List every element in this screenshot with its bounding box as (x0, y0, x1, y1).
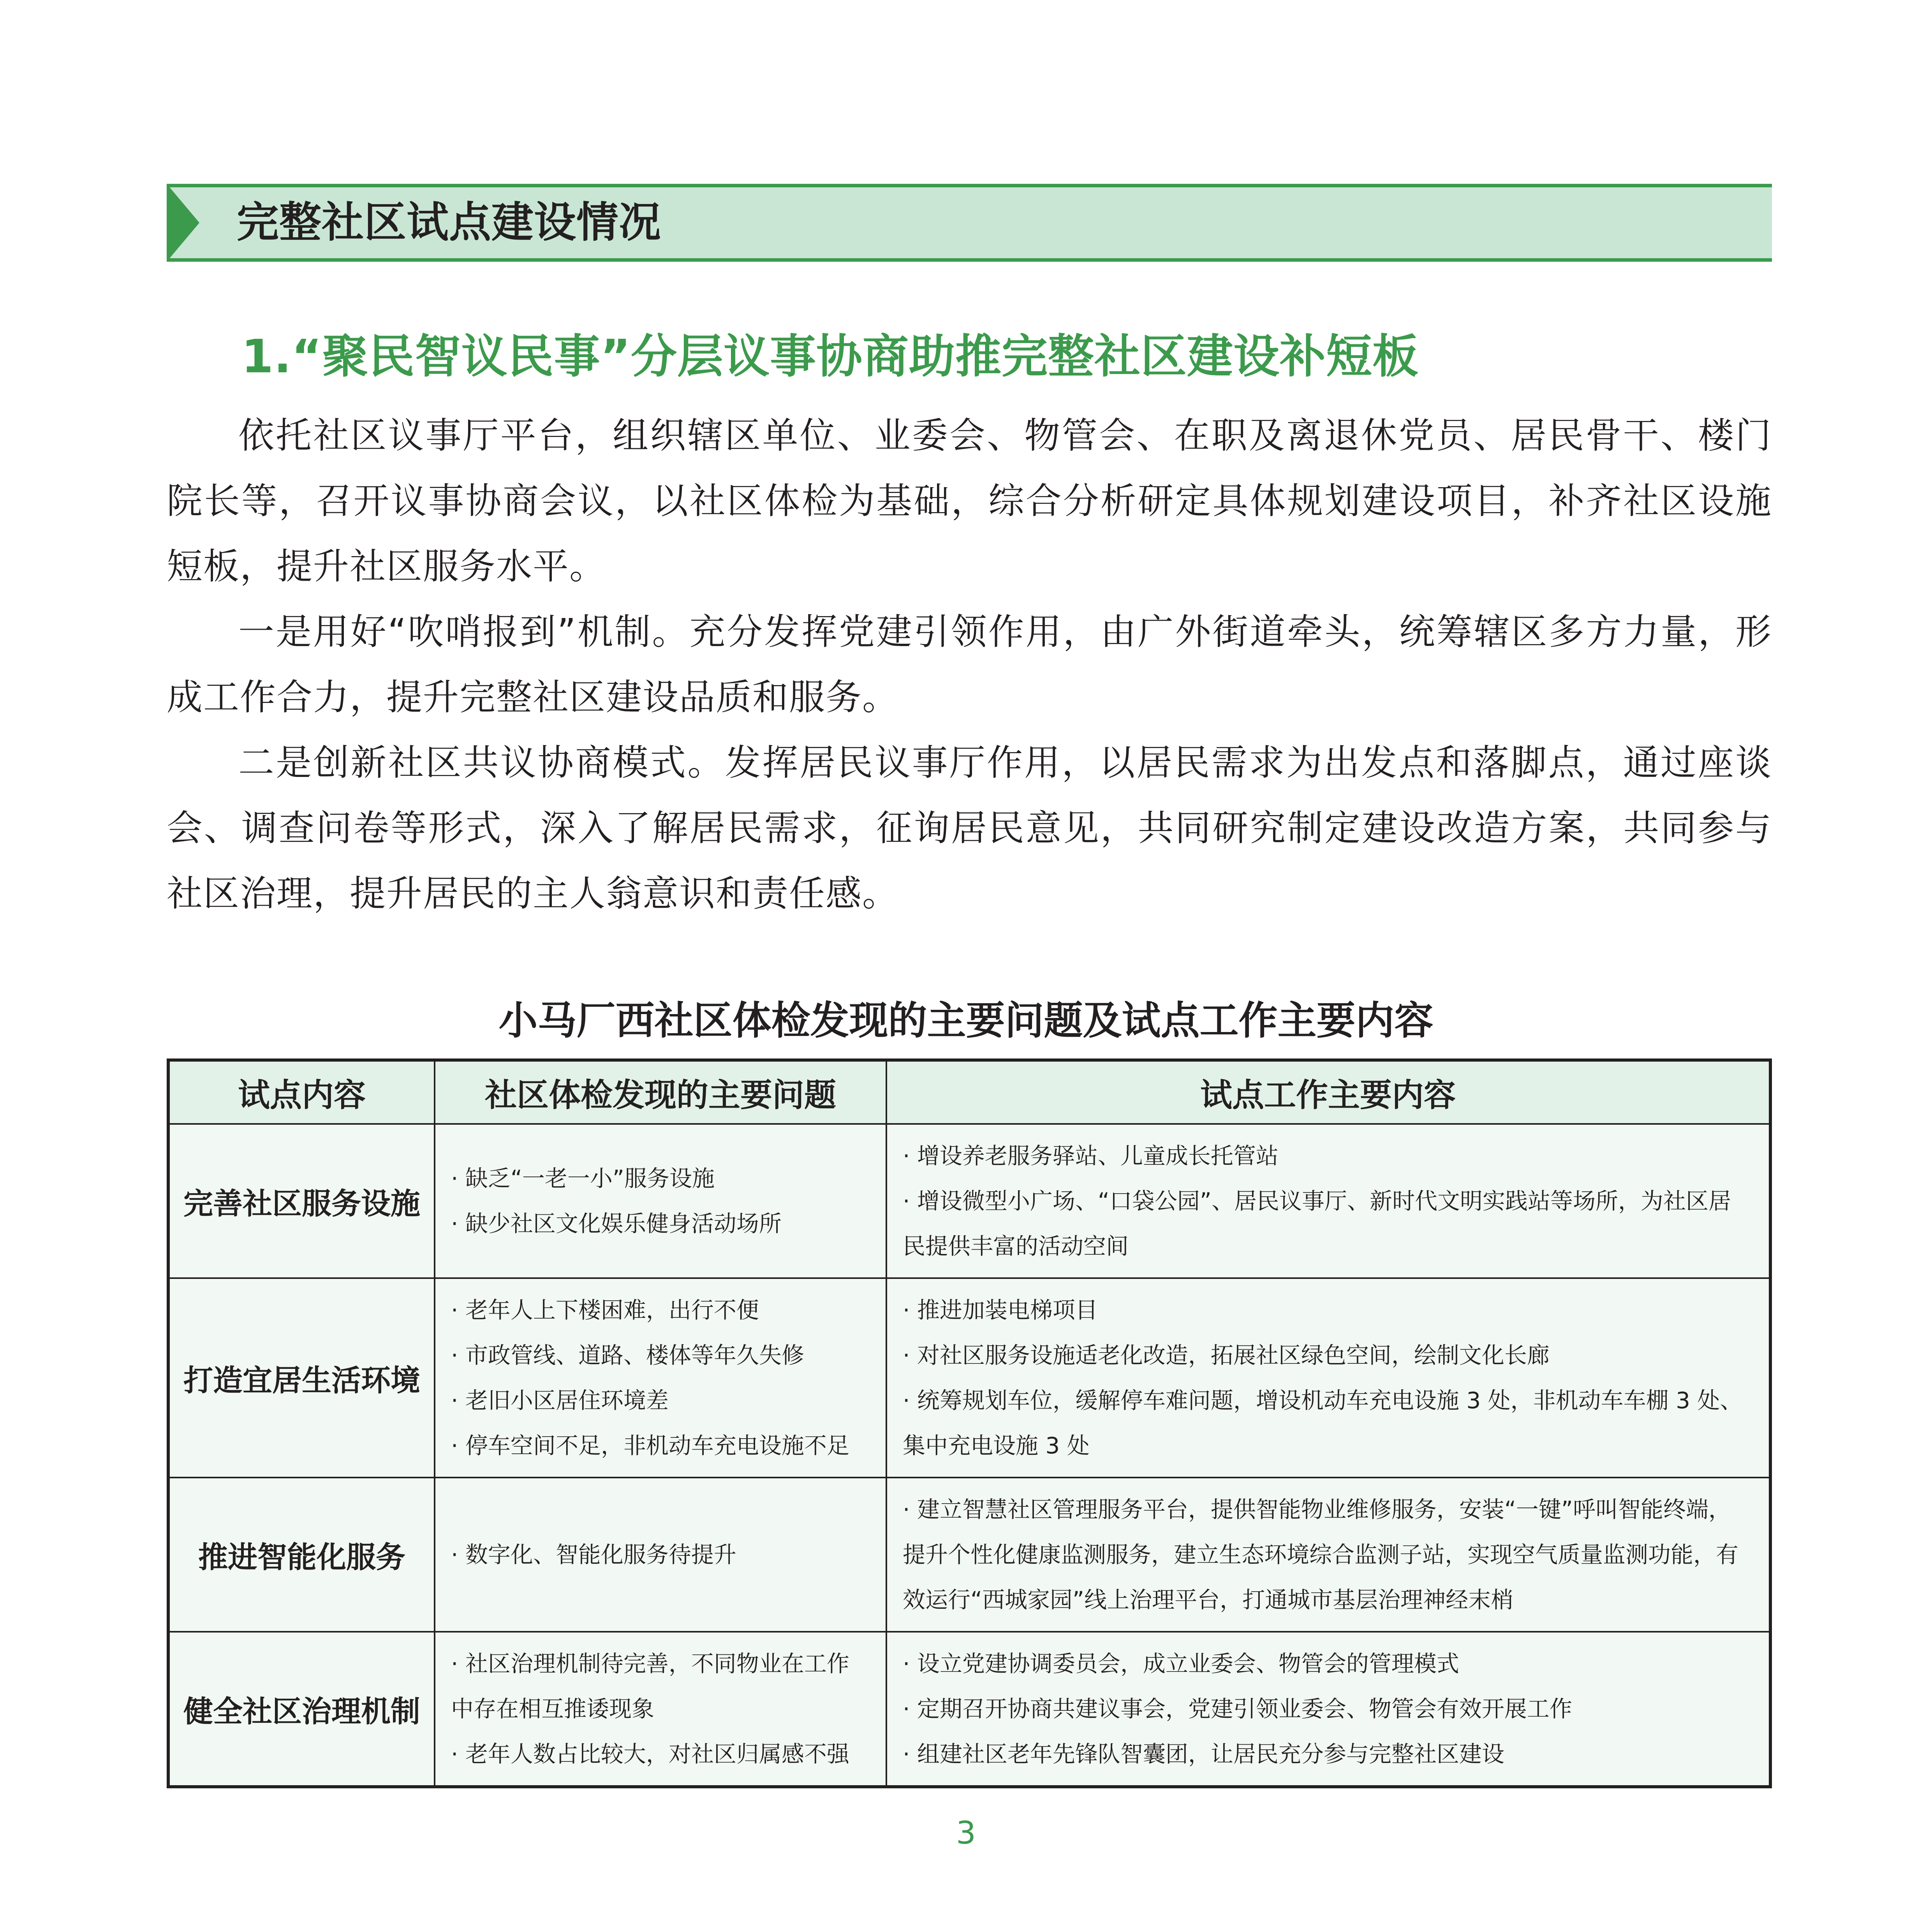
paragraph: 二是创新社区共议协商模式。发挥居民议事厅作用，以居民需求为出发点和落脚点，通过座谈会、调查问卷等形式，深入了解居民需求，征询居民意见，共同研究制定建设改造方案，共同参与社区治理，提升居民的主人翁意识和责任感。 (167, 742, 1772, 914)
tasks-cell (886, 1124, 1770, 1278)
problems-cell (435, 1632, 886, 1787)
list-item: · 老年人上下楼困难，出行不便 (451, 1287, 870, 1333)
column-header: 试点工作主要内容 (886, 1060, 1770, 1124)
category-cell: 推进智能化服务 (168, 1478, 435, 1632)
table-row (168, 1124, 1770, 1278)
body-text (167, 403, 1772, 926)
list-item: · 老年人数占比较大，对社区归属感不强 (451, 1731, 870, 1777)
tasks-cell (886, 1278, 1770, 1478)
list-item: · 老旧小区居住环境差 (451, 1378, 870, 1423)
list-item: · 统筹规划车位，缓解停车难问题，增设机动车充电设施 3 处，非机动车车棚 3 处、集中充电设施 3 处 (903, 1378, 1753, 1468)
pilot-table (167, 1058, 1772, 1788)
list-item: · 社区治理机制待完善，不同物业在工作中存在相互推诿现象 (451, 1641, 870, 1731)
list-item: · 建立智慧社区管理服务平台，提供智能物业维修服务，安装“一键”呼叫智能终端，提升个性化健康监测服务，建立生态环境综合监测子站，实现空气质量监测功能，有效运行“西城家园”线上治理平台，打通城市基层治理神经末梢 (903, 1487, 1753, 1622)
paragraph: 一是用好“吹哨报到”机制。充分发挥党建引领作用，由广外街道牵头，统筹辖区多方力量，形成工作合力，提升完整社区建设品质和服务。 (167, 611, 1772, 718)
table-row (168, 1632, 1770, 1787)
table-row (168, 1278, 1770, 1478)
column-header: 社区体检发现的主要问题 (435, 1060, 886, 1124)
category-cell: 打造宜居生活环境 (168, 1278, 435, 1478)
table-caption: 小马厂西社区体检发现的主要问题及试点工作主要内容 (498, 998, 1434, 1043)
list-item: · 推进加装电梯项目 (903, 1287, 1753, 1333)
column-header: 试点内容 (168, 1060, 435, 1124)
problems-cell (435, 1478, 886, 1632)
problems-cell (435, 1124, 886, 1278)
table-row (168, 1478, 1770, 1632)
list-item: · 停车空间不足，非机动车充电设施不足 (451, 1423, 870, 1468)
list-item: · 增设微型小广场、“口袋公园”、居民议事厅、新时代文明实践站等场所，为社区居民提供丰富的活动空间 (903, 1178, 1753, 1269)
table-header-row (168, 1060, 1770, 1124)
category-cell: 健全社区治理机制 (168, 1632, 435, 1787)
list-item: · 组建社区老年先锋队智囊团，让居民充分参与完整社区建设 (903, 1731, 1753, 1777)
list-item: · 增设养老服务驿站、儿童成长托管站 (903, 1133, 1753, 1178)
list-item: · 定期召开协商共建议事会，党建引领业委会、物管会有效开展工作 (903, 1686, 1753, 1731)
section-title: 完整社区试点建设情况 (237, 198, 662, 247)
category-cell: 完善社区服务设施 (168, 1124, 435, 1278)
paragraph: 依托社区议事厅平台，组织辖区单位、业委会、物管会、在职及离退休党员、居民骨干、楼门院长等，召开议事协商会议，以社区体检为基础，综合分析研定具体规划建设项目，补齐社区设施短板，提升社区服务水平。 (167, 415, 1772, 587)
sub-heading: 1.“聚民智议民事”分层议事协商助推完整社区建设补短板 (241, 329, 1419, 383)
list-item: · 数字化、智能化服务待提升 (451, 1532, 870, 1577)
list-item: · 设立党建协调委员会，成立业委会、物管会的管理模式 (903, 1641, 1753, 1686)
list-item: · 市政管线、道路、楼体等年久失修 (451, 1333, 870, 1378)
problems-cell (435, 1278, 886, 1478)
list-item: · 缺乏“一老一小”服务设施 (451, 1156, 870, 1201)
list-item: · 对社区服务设施适老化改造，拓展社区绿色空间，绘制文化长廊 (903, 1333, 1753, 1378)
triangle-arrow-icon (167, 184, 199, 262)
section-banner (167, 184, 1772, 262)
tasks-cell (886, 1478, 1770, 1632)
page-number: 3 (956, 1815, 976, 1851)
tasks-cell (886, 1632, 1770, 1787)
list-item: · 缺少社区文化娱乐健身活动场所 (451, 1201, 870, 1246)
